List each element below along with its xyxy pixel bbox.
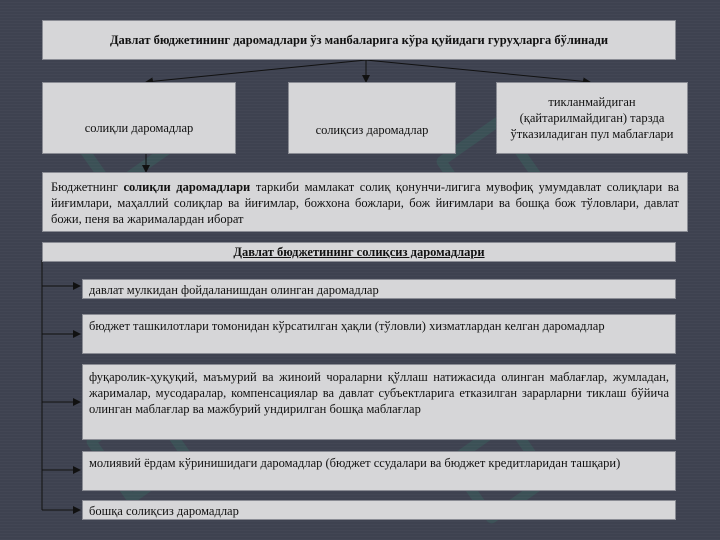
nontax-item-1	[82, 279, 676, 299]
nontax-item-2	[82, 314, 676, 354]
nontax-item-5	[82, 500, 676, 520]
tax-description-prefix: Бюджетнинг	[51, 180, 124, 194]
category-nontax-label: солиқсиз даромадлар	[315, 123, 429, 137]
arrow-to-transfers	[366, 60, 590, 82]
header-box	[42, 20, 676, 60]
nontax-title: Давлат бюджетининг солиқсиз даромадлари	[233, 245, 485, 259]
nontax-item-text: бюджет ташкилотлари томонидан кўрсатилган ҳақли (тўловли) хизматлардан келган даромадлар	[89, 319, 605, 333]
nontax-item-text: фуқаролик-ҳуқуқий, маъмурий ва жиноий чораларни қўллаш натижасида олинган маблағлар, жумладан, жарималар, мусодаралар, компенсациялар ва давлат субъектларига етказилган зарарларни тиклаш бўйича олинган маблағлар ва мажбурий ундирилган бошқа маблағлар	[89, 370, 669, 416]
nontax-item-text: молиявий ёрдам кўринишидаги даромадлар (бюджет ссудалари ва бюджет кредитларидан ташқари)	[89, 456, 621, 470]
arrow-to-tax	[146, 60, 366, 82]
category-tax-label: солиқли даромадлар	[84, 121, 194, 135]
nontax-item-text: давлат мулкидан фойдаланишдан олинган даромадлар	[89, 283, 379, 297]
tax-description-bold: солиқли даромадлари	[123, 180, 251, 194]
category-transfers-box	[496, 82, 688, 154]
nontax-item-4	[82, 451, 676, 491]
category-tax-box	[42, 82, 236, 154]
nontax-item-text: бошқа солиқсиз даромадлар	[89, 504, 239, 518]
tax-description-box	[42, 172, 688, 232]
nontax-title-box	[42, 242, 676, 262]
category-transfers-label: тикланмайдиган (қайтарилмайдиган) тарзда ўтказиладиган пул маблағлари	[510, 95, 674, 141]
category-nontax-box	[288, 82, 456, 154]
nontax-item-3	[82, 364, 676, 440]
header-title: Давлат бюджетининг даромадлари ўз манбаларига кўра қуйидаги гуруҳларга бўлинади	[109, 33, 609, 47]
tax-description-suffix: таркиби мамлакат солиқ қонунчи-лигига мувофиқ умумдавлат солиқлари ва йиғимлари, маҳаллий солиқлар ва йиғимлар, божхона божлари, бож йиғимлари ва бошқа бож тўловлари, давлат божи, пеня ва жарималардан иборат	[51, 180, 679, 226]
